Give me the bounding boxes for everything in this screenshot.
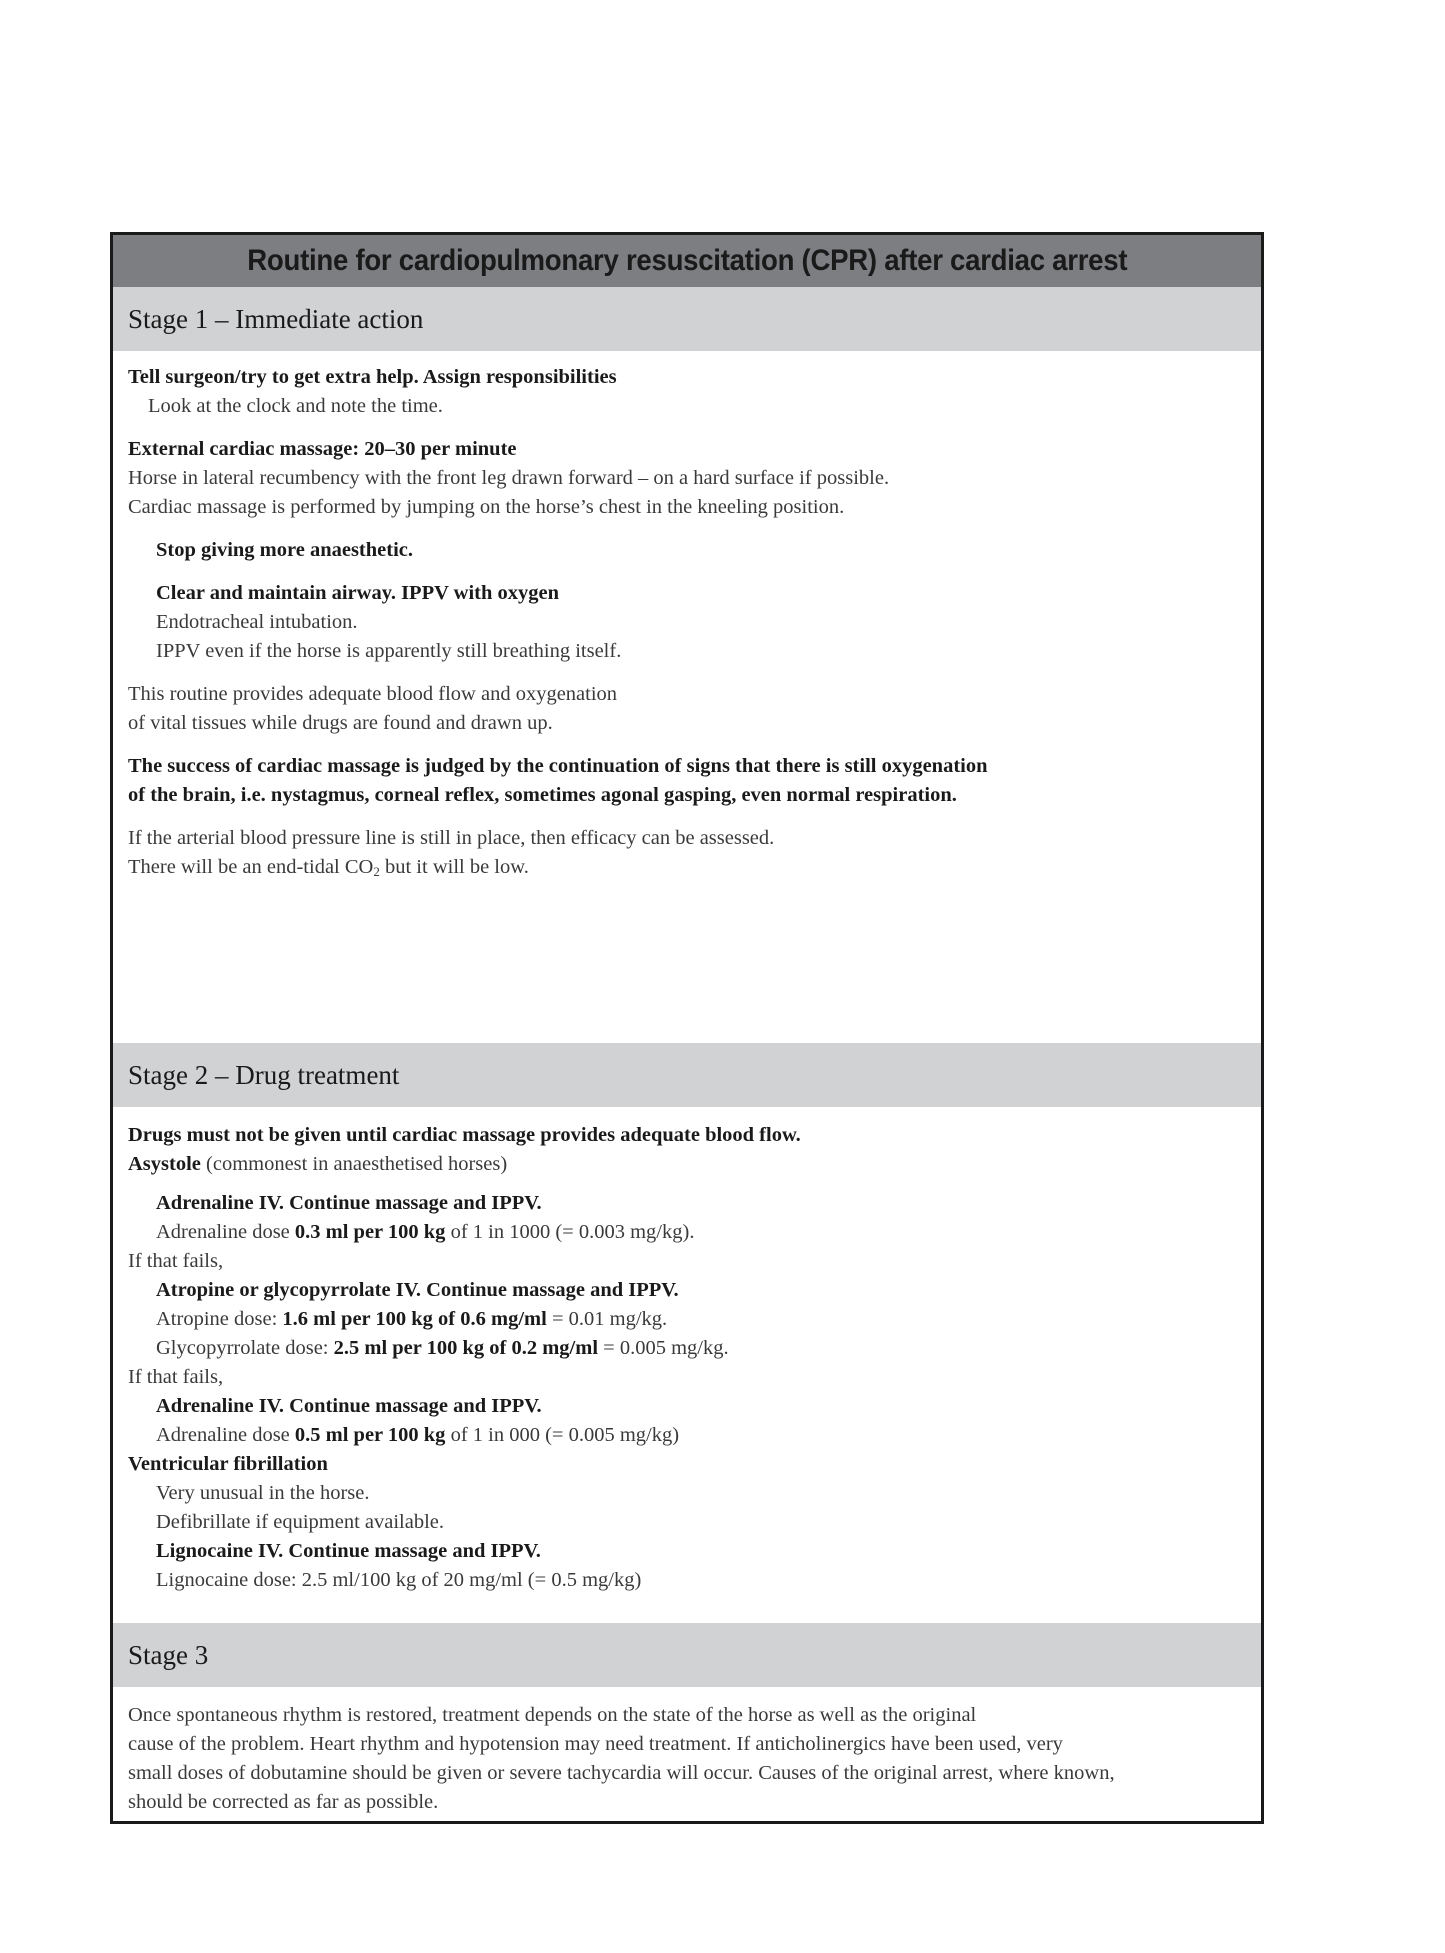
stage-3-heading: Stage 3 [113, 1623, 1261, 1687]
stage-2-line-6: Atropine or glycopyrrolate IV. Continue massage and IPPV. [156, 1279, 679, 1301]
stage-2-content [128, 1121, 1246, 1595]
stage-1-line-5: Cardiac massage is performed by jumping on the horse’s chest in the kneeling position. [128, 496, 845, 518]
stage-2-line-14: Defibrillate if equipment available. [156, 1511, 445, 1533]
stage-2-line-15: Lignocaine IV. Continue massage and IPPV. [156, 1540, 541, 1562]
stage-3-content [128, 1701, 1246, 1817]
stage-2-line-4: Adrenaline dose 0.3 ml per 100 kg of 1 in 1000 (= 0.003 mg/kg). [156, 1221, 695, 1243]
stage-2-line-5: If that fails, [128, 1250, 224, 1272]
stage-2-heading: Stage 2 – Drug treatment [113, 1043, 1261, 1107]
stage-2-line-8: Glycopyrrolate dose: 2.5 ml per 100 kg of 0.2 mg/ml = 0.005 mg/kg. [156, 1337, 729, 1359]
stage-1-line-4: Horse in lateral recumbency with the front leg drawn forward – on a hard surface if possible. [128, 467, 890, 489]
stage-1-line-8: Endotracheal intubation. [156, 611, 358, 633]
stage-3-line-4: should be corrected as far as possible. [128, 1791, 439, 1813]
stage-2-line-11: Adrenaline dose 0.5 ml per 100 kg of 1 in 000 (= 0.005 mg/kg) [156, 1424, 680, 1446]
stage-2-line-1: Drugs must not be given until cardiac massage provides adequate blood flow. [128, 1124, 801, 1146]
stage-2-line-13: Very unusual in the horse. [156, 1482, 370, 1504]
stage-1-heading: Stage 1 – Immediate action [113, 287, 1261, 351]
stage-1-line-10: This routine provides adequate blood flow and oxygenation [128, 683, 618, 705]
stage-1-line-15: There will be an end-tidal $CO_2$ but it will be low. [128, 856, 529, 879]
stage-1-line-12: The success of cardiac massage is judged by the continuation of signs that there is still oxygenation [128, 755, 988, 777]
stage-2-line-9: If that fails, [128, 1366, 224, 1388]
stage-1-line-3: External cardiac massage: 20–30 per minute [128, 438, 517, 460]
stage-1-line-6: Stop giving more anaesthetic. [156, 539, 414, 561]
stage-2-line-12: Ventricular fibrillation [128, 1453, 328, 1475]
stage-1-line-2: Look at the clock and note the time. [148, 395, 443, 417]
stage-2-line-2: Asystole (commonest in anaesthetised horses) [128, 1153, 508, 1175]
stage-1-line-11: of vital tissues while drugs are found and drawn up. [128, 712, 553, 734]
stage-3-line-1: Once spontaneous rhythm is restored, treatment depends on the state of the horse as well as the original [128, 1704, 977, 1726]
stage-1-line-9: IPPV even if the horse is apparently still breathing itself. [156, 640, 622, 662]
cpr-routine-table [110, 232, 1264, 1824]
stage-1-content [128, 363, 1246, 882]
stage-3-line-2: cause of the problem. Heart rhythm and hypotension may need treatment. If anticholinergics have been used, very [128, 1733, 1063, 1755]
stage-1-line-7: Clear and maintain airway. IPPV with oxygen [156, 582, 560, 604]
stage-2-line-3: Adrenaline IV. Continue massage and IPPV. [156, 1192, 542, 1214]
stage-2-line-7: Atropine dose: 1.6 ml per 100 kg of 0.6 mg/ml = 0.01 mg/kg. [156, 1308, 668, 1330]
stage-1-line-14: If the arterial blood pressure line is still in place, then efficacy can be assessed. [128, 827, 775, 849]
table-title: Routine for cardiopulmonary resuscitation (CPR) after cardiac arrest [113, 235, 1261, 287]
stage-2-line-10: Adrenaline IV. Continue massage and IPPV. [156, 1395, 542, 1417]
stage-3-line-3: small doses of dobutamine should be given or severe tachycardia will occur. Causes of the original arrest, where known, [128, 1762, 1115, 1784]
stage-2-line-16: Lignocaine dose: 2.5 ml/100 kg of 20 mg/ml (= 0.5 mg/kg) [156, 1569, 642, 1591]
stage-1-line-1: Tell surgeon/try to get extra help. Assign responsibilities [128, 366, 617, 388]
stage-1-line-13: of the brain, i.e. nystagmus, corneal reflex, sometimes agonal gasping, even normal respiration. [128, 784, 957, 806]
